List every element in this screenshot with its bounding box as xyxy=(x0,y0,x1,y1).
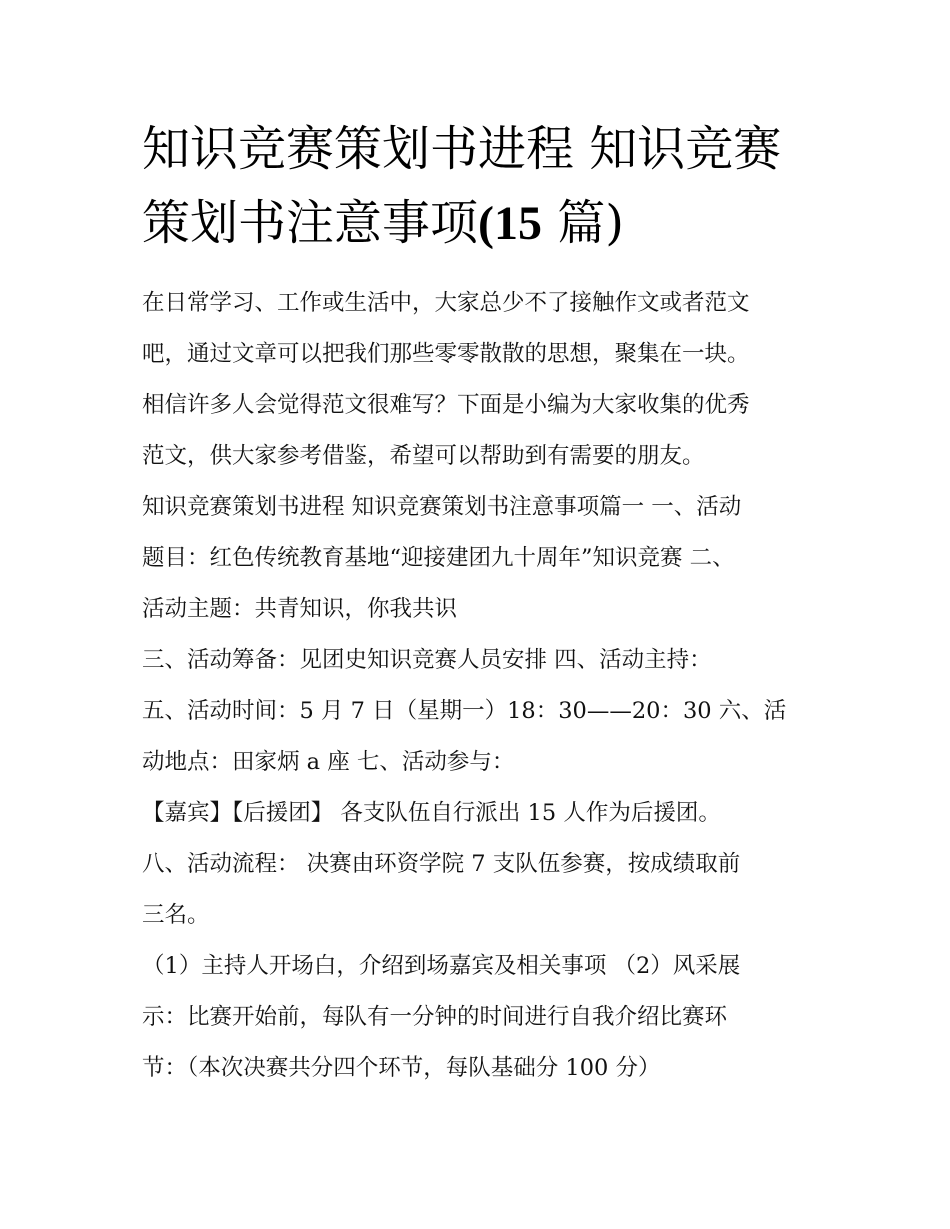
body-line: 题目：红色传统教育基地“迎接建团九十周年”知识竞赛 二、 xyxy=(142,545,735,571)
body-line: 范文，供大家参考借鉴，希望可以帮助到有需要的朋友。 xyxy=(142,443,705,469)
body-line: 活动主题：共青知识，你我共识 xyxy=(142,596,458,622)
body-line: （1）主持人开场白，介绍到场嘉宾及相关事项 （2）风采展 xyxy=(142,953,741,979)
title-line-2-prefix: 策划书注意事项 xyxy=(142,195,479,251)
body-line: 示：比赛开始前，每队有一分钟的时间进行自我介绍比赛环 xyxy=(142,1004,728,1030)
body-line: 吧，通过文章可以把我们那些零零散散的思想，聚集在一块。 xyxy=(142,341,750,367)
title-line-1: 知识竞赛策划书进程 知识竞赛 xyxy=(142,121,782,177)
body-line: 三、活动筹备：见团史知识竞赛人员安排 四、活动主持： xyxy=(142,647,712,673)
body-line: 相信许多人会觉得范文很难写？下面是小编为大家收集的优秀 xyxy=(142,392,750,418)
title-line-2-suffix: 篇) xyxy=(542,195,624,251)
body-line: 三名。 xyxy=(142,902,210,928)
document-body xyxy=(142,278,822,1094)
document-title xyxy=(142,112,822,261)
body-line: 在日常学习、工作或生活中，大家总少不了接触作文或者范文 xyxy=(142,290,750,316)
body-line: 【嘉宾】【后援团】 各支队伍自行派出 15 人作为后援团。 xyxy=(142,800,721,826)
body-line: 动地点：田家炳 a 座 七、活动参与： xyxy=(142,749,515,775)
body-line: 五、活动时间：5 月 7 日（星期一）18：30——20：30 六、活 xyxy=(142,698,787,724)
body-line: 知识竞赛策划书进程 知识竞赛策划书注意事项篇一 一、活动 xyxy=(142,494,742,520)
body-line: 节：（本次决赛共分四个环节，每队基础分 100 分） xyxy=(142,1055,661,1081)
body-line: 八、活动流程： 决赛由环资学院 7 支队伍参赛，按成绩取前 xyxy=(142,851,741,877)
title-line-2-number: (15 xyxy=(478,197,542,250)
